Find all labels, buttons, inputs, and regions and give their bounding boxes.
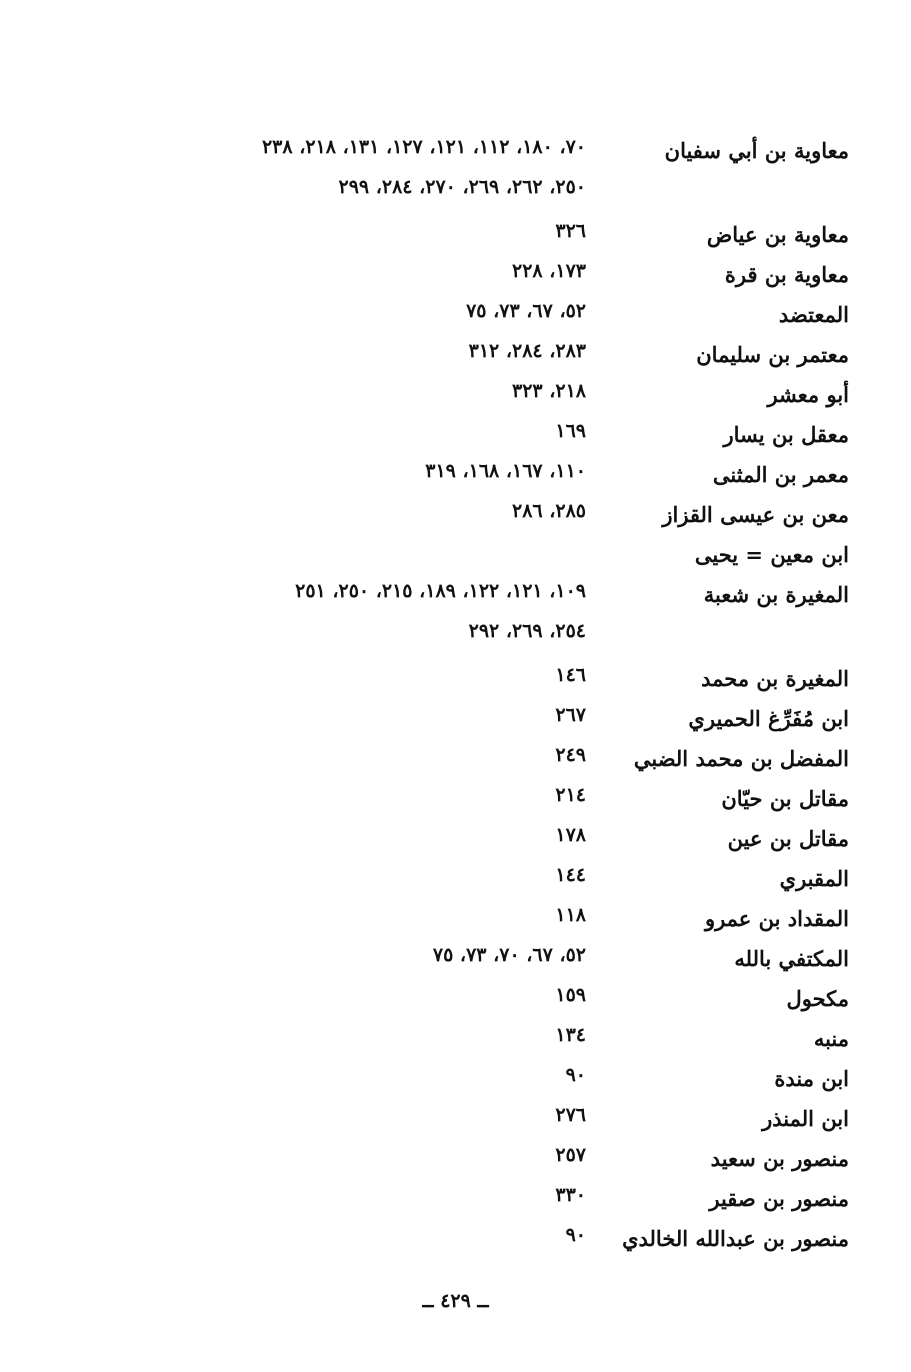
index-entry [0,1020,911,1060]
index-entry [0,336,911,376]
entry-pages: ١١٠، ١٦٧، ١٦٨، ٣١٩ [425,460,586,482]
index-entry [0,900,911,940]
entry-name: معقل بن يسار [723,422,849,447]
index-entry [0,1140,911,1180]
entry-pages: ٢٨٥، ٢٨٦ [512,500,586,522]
page-number: ــ ٤٢٩ ــ [422,1290,489,1312]
entry-pages: ٢١٤ [555,784,586,806]
entry-name: معاوية بن أبي سفيان [664,138,849,163]
index-entry [0,1100,911,1140]
entry-name: مقاتل بن عين [727,826,849,851]
index-entry [0,216,911,256]
entry-pages: ٢٤٩ [555,744,586,766]
index-entry [0,256,911,296]
entry-pages: ١٥٩ [555,984,586,1006]
entry-pages: ٩٠ [565,1064,586,1086]
entry-pages: ١١٨ [555,904,586,926]
entry-name: مكحول [786,986,849,1011]
entry-name: المقبري [779,866,849,891]
entry-name: المفضل بن محمد الضبي [633,746,849,771]
index-entry [0,740,911,780]
entry-pages: ١٦٩ [555,420,586,442]
index-entry [0,456,911,496]
entry-name: مقاتل بن حيّان [721,786,849,811]
entry-pages: ٢٥٧ [555,1144,586,1166]
index-entry [0,132,911,172]
index-entry [0,1180,911,1220]
index-entry [0,660,911,700]
entry-pages: ٣٢٦ [555,220,586,242]
entry-pages: ١٧٨ [555,824,586,846]
entry-pages: ٧٠، ١٨٠، ١١٢، ١٢١، ١٢٧، ١٣١، ٢١٨، ٢٣٨ [261,136,586,158]
entry-pages: ١٤٦ [555,664,586,686]
entry-pages: ٩٠ [565,1224,586,1246]
entry-name: أبو معشر [767,382,849,407]
index-entries [0,132,911,1260]
entry-name: منصور بن عبدالله الخالدي [622,1226,849,1251]
entry-pages: ١٠٩، ١٢١، ١٢٢، ١٨٩، ٢١٥، ٢٥٠، ٢٥١ [295,580,586,602]
entry-pages: ٢٥٤، ٢٦٩، ٢٩٢ [468,620,586,642]
index-entry [0,860,911,900]
entry-name: ابن مندة [774,1066,849,1091]
index-entry [0,780,911,820]
index-entry [0,576,911,616]
entry-name: المعتضد [778,302,849,327]
index-entry [0,980,911,1020]
index-entry [0,536,911,576]
index-entry [0,820,911,860]
index-entry [0,296,911,336]
entry-name: منصور بن صقير [709,1186,849,1211]
index-entry [0,376,911,416]
entry-name: معاوية بن قرة [724,262,849,287]
entry-name: معاوية بن عياض [706,222,849,247]
entry-pages: ٢١٨، ٣٢٣ [512,380,586,402]
entry-name: منبه [813,1026,849,1051]
entry-name: المكتفي بالله [734,946,849,971]
entry-name: معتمر بن سليمان [696,342,849,367]
index-entry-continuation [0,616,911,652]
index-entry [0,700,911,740]
entry-name: ابن معين = يحيى [694,542,849,567]
entry-name: ابن المنذر [762,1106,849,1131]
entry-name: المقداد بن عمرو [704,906,849,931]
entry-pages: ٢٥٠، ٢٦٢، ٢٦٩، ٢٧٠، ٢٨٤، ٢٩٩ [338,176,586,198]
entry-name: ابن مُفَرِّغ الحميري [688,706,849,731]
entry-pages: ٥٢، ٦٧، ٧٣، ٧٥ [466,300,586,322]
entry-pages: ١٣٤ [555,1024,586,1046]
entry-pages: ٢٦٧ [555,704,586,726]
index-entry [0,416,911,456]
entry-pages: ١٤٤ [555,864,586,886]
index-entry [0,1220,911,1260]
index-entry [0,1060,911,1100]
entry-pages: ١٧٣، ٢٢٨ [512,260,586,282]
index-entry [0,940,911,980]
entry-name: المغيرة بن شعبة [703,582,849,607]
entry-name: منصور بن سعيد [710,1146,849,1171]
entry-pages: ٢٨٣، ٢٨٤، ٣١٢ [468,340,586,362]
entry-name: معمر بن المثنى [712,462,849,487]
entry-name: المغيرة بن محمد [701,666,849,691]
index-entry-continuation [0,172,911,208]
entry-name: معن بن عيسى القزاز [662,502,849,527]
entry-pages: ٥٢، ٦٧، ٧٠، ٧٣، ٧٥ [432,944,586,966]
entry-pages: ٣٣٠ [555,1184,586,1206]
index-entry [0,496,911,536]
entry-pages: ٢٧٦ [555,1104,586,1126]
